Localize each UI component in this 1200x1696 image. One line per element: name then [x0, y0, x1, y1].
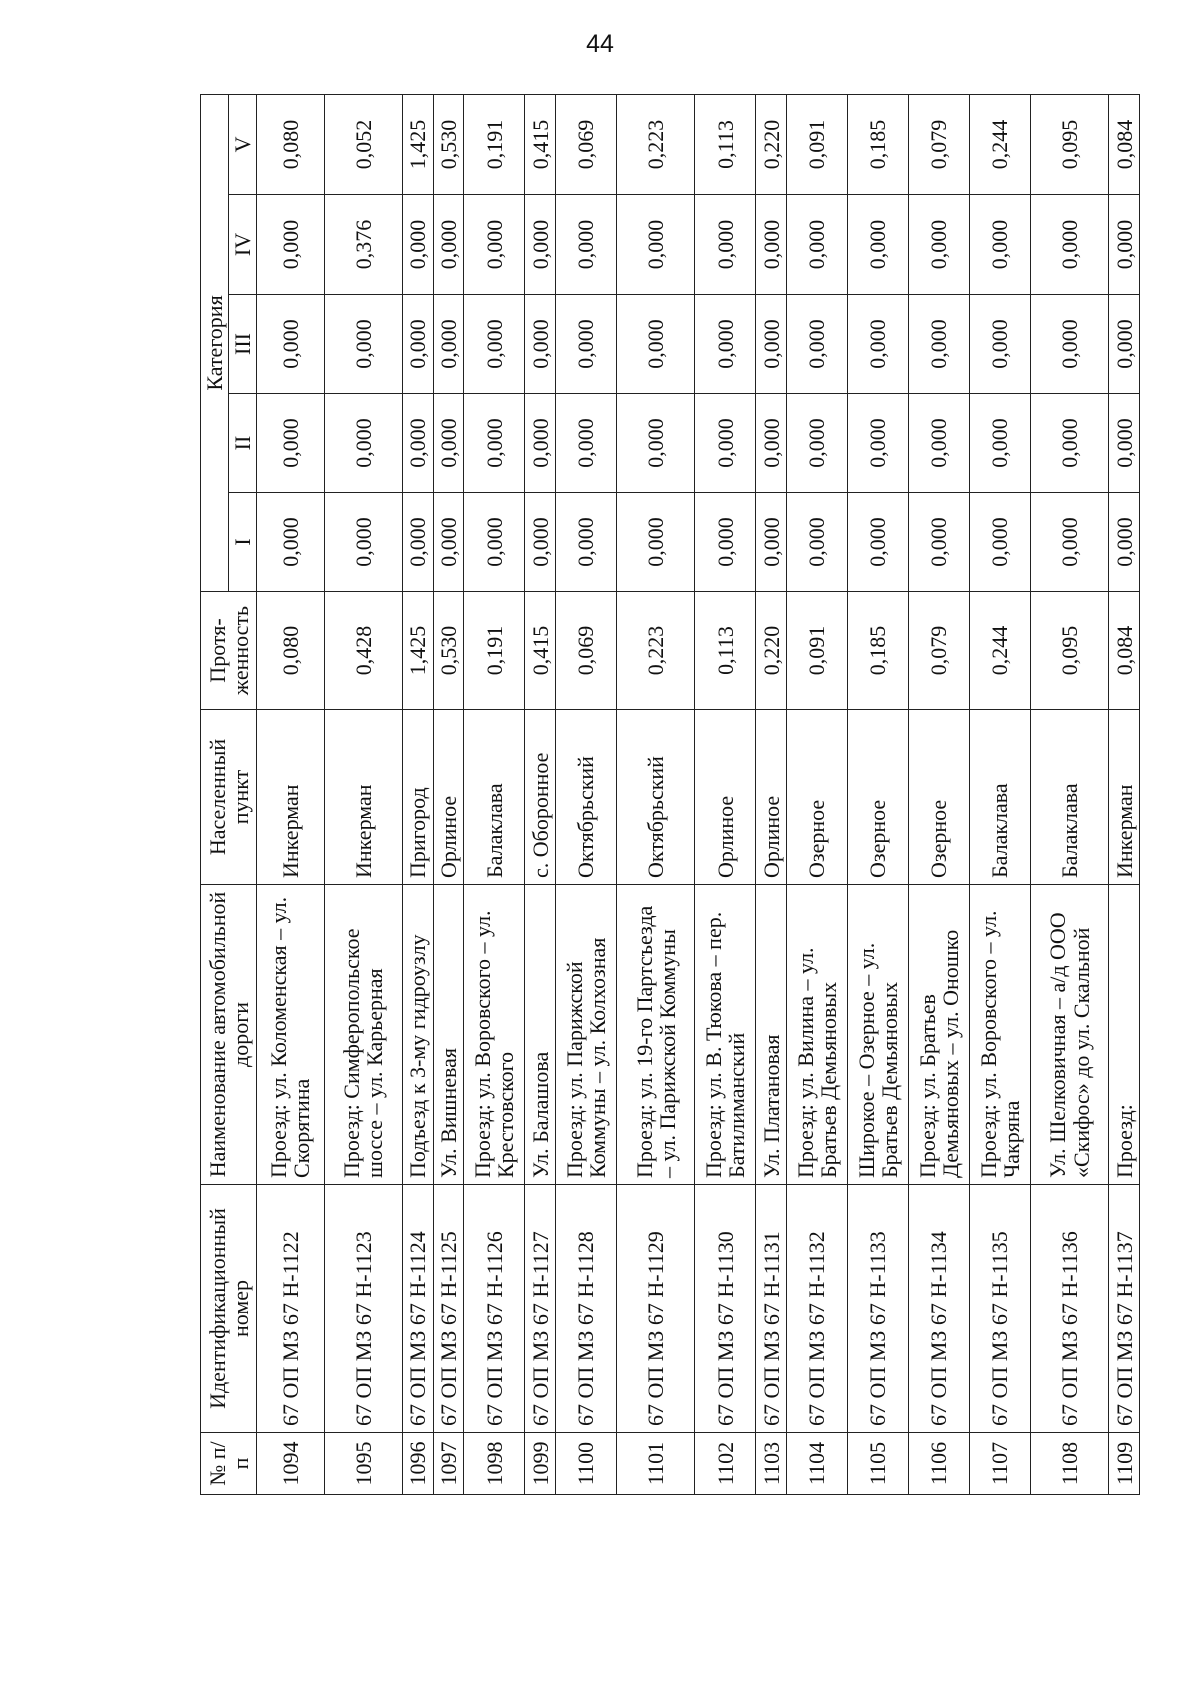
cell-id: 67 ОП МЗ 67 Н-1125 — [433, 1185, 464, 1433]
cell-cat-iii: 0,000 — [324, 295, 402, 394]
cell-cat-i: 0,000 — [433, 493, 464, 592]
cell-cat-i: 0,000 — [257, 493, 325, 592]
cell-cat-i: 0,000 — [908, 493, 969, 592]
cell-cat-v: 0,244 — [969, 94, 1030, 194]
cell-locality: Балаклава — [464, 710, 525, 885]
cell-cat-ii: 0,000 — [616, 394, 694, 493]
cell-cat-i: 0,000 — [403, 493, 434, 592]
header-num: № п/п — [201, 1433, 257, 1495]
cell-num: 1104 — [786, 1433, 847, 1495]
cell-cat-iii: 0,000 — [908, 295, 969, 394]
cell-id: 67 ОП МЗ 67 Н-1126 — [464, 1185, 525, 1433]
cell-cat-iii: 0,000 — [1109, 295, 1140, 394]
cell-locality: Балаклава — [969, 710, 1030, 885]
cell-name: Проезд: ул. Вилина – ул. Братьев Демьяновых — [786, 885, 847, 1185]
cell-name: Подъезд к 3-му гидроузлу — [403, 885, 434, 1185]
cell-cat-i: 0,000 — [847, 493, 908, 592]
cell-cat-ii: 0,000 — [257, 394, 325, 493]
cell-length: 0,244 — [969, 592, 1030, 710]
cell-cat-i: 0,000 — [525, 493, 556, 592]
cell-name: Ул. Шелковичная – а/д ООО «Скифос» до ул. Скальной — [1030, 885, 1108, 1185]
cell-cat-iv: 0,000 — [756, 195, 787, 295]
cell-id: 67 ОП МЗ 67 Н-1124 — [403, 1185, 434, 1433]
cell-locality: Октябрьский — [555, 710, 616, 885]
table-row — [464, 94, 525, 1494]
cell-length: 0,095 — [1030, 592, 1108, 710]
cell-cat-ii: 0,000 — [847, 394, 908, 493]
cell-cat-iii: 0,000 — [695, 295, 756, 394]
cell-cat-v: 0,091 — [786, 94, 847, 194]
cell-cat-v: 0,069 — [555, 94, 616, 194]
cell-cat-ii: 0,000 — [756, 394, 787, 493]
cell-cat-ii: 0,000 — [324, 394, 402, 493]
cell-cat-iv: 0,000 — [969, 195, 1030, 295]
cell-cat-ii: 0,000 — [555, 394, 616, 493]
cell-num: 1100 — [555, 1433, 616, 1495]
cell-length: 0,185 — [847, 592, 908, 710]
table-body — [257, 94, 1140, 1494]
cell-cat-iv: 0,000 — [403, 195, 434, 295]
cell-name: Проезд: Симферопольское шоссе – ул. Карьерная — [324, 885, 402, 1185]
rotated-table-container — [200, 95, 1140, 1495]
cell-locality: Орлиное — [433, 710, 464, 885]
cell-id: 67 ОП МЗ 67 Н-1132 — [786, 1185, 847, 1433]
cell-locality: Орлиное — [695, 710, 756, 885]
cell-cat-i: 0,000 — [695, 493, 756, 592]
cell-cat-i: 0,000 — [1109, 493, 1140, 592]
cell-length: 0,069 — [555, 592, 616, 710]
cell-cat-ii: 0,000 — [433, 394, 464, 493]
cell-num: 1099 — [525, 1433, 556, 1495]
cell-length: 0,079 — [908, 592, 969, 710]
table-row — [756, 94, 787, 1494]
table-row — [257, 94, 325, 1494]
cell-length: 0,220 — [756, 592, 787, 710]
cell-cat-ii: 0,000 — [525, 394, 556, 493]
cell-locality: Инкерман — [257, 710, 325, 885]
cell-cat-v: 0,185 — [847, 94, 908, 194]
cell-id: 67 ОП МЗ 67 Н-1135 — [969, 1185, 1030, 1433]
header-name: Наименование автомобильной дороги — [201, 885, 257, 1185]
table-row — [616, 94, 694, 1494]
cell-cat-ii: 0,000 — [969, 394, 1030, 493]
cell-name: Проезд: ул. Братьев Демьяновых – ул. Оношко — [908, 885, 969, 1185]
cell-cat-i: 0,000 — [786, 493, 847, 592]
cell-cat-iii: 0,000 — [1030, 295, 1108, 394]
header-category: Категория — [201, 94, 229, 591]
cell-cat-v: 0,223 — [616, 94, 694, 194]
cell-cat-ii: 0,000 — [908, 394, 969, 493]
cell-name: Ул. Балашова — [525, 885, 556, 1185]
table-row — [1030, 94, 1108, 1494]
cell-cat-iv: 0,376 — [324, 195, 402, 295]
cell-cat-v: 0,095 — [1030, 94, 1108, 194]
cell-length: 0,428 — [324, 592, 402, 710]
cell-locality: Орлиное — [756, 710, 787, 885]
cell-cat-ii: 0,000 — [464, 394, 525, 493]
header-id: Идентификационный номер — [201, 1185, 257, 1433]
cell-cat-v: 0,220 — [756, 94, 787, 194]
cell-num: 1097 — [433, 1433, 464, 1495]
cell-cat-iii: 0,000 — [969, 295, 1030, 394]
cell-name: Проезд: ул. В. Тюкова – пер. Батилиманский — [695, 885, 756, 1185]
header-cat-v: V — [229, 94, 257, 194]
table-row — [969, 94, 1030, 1494]
table-row — [847, 94, 908, 1494]
cell-num: 1106 — [908, 1433, 969, 1495]
cell-cat-iii: 0,000 — [433, 295, 464, 394]
cell-num: 1101 — [616, 1433, 694, 1495]
cell-length: 0,530 — [433, 592, 464, 710]
cell-cat-iv: 0,000 — [908, 195, 969, 295]
cell-cat-iv: 0,000 — [695, 195, 756, 295]
cell-length: 0,113 — [695, 592, 756, 710]
cell-length: 0,091 — [786, 592, 847, 710]
cell-name: Проезд: ул. Парижской Коммуны – ул. Колхозная — [555, 885, 616, 1185]
cell-id: 67 ОП МЗ 67 Н-1129 — [616, 1185, 694, 1433]
cell-num: 1105 — [847, 1433, 908, 1495]
cell-locality: Озерное — [908, 710, 969, 885]
header-cat-iv: IV — [229, 195, 257, 295]
header-cat-i: I — [229, 493, 257, 592]
cell-cat-i: 0,000 — [555, 493, 616, 592]
cell-id: 67 ОП МЗ 67 Н-1131 — [756, 1185, 787, 1433]
table-row — [324, 94, 402, 1494]
cell-id: 67 ОП МЗ 67 Н-1123 — [324, 1185, 402, 1433]
cell-cat-i: 0,000 — [616, 493, 694, 592]
cell-length: 0,080 — [257, 592, 325, 710]
table-row — [403, 94, 434, 1494]
table-row — [695, 94, 756, 1494]
cell-locality: Балаклава — [1030, 710, 1108, 885]
table-row — [433, 94, 464, 1494]
cell-locality: Озерное — [786, 710, 847, 885]
cell-name: Проезд: ул. Воровского – ул. Чакряна — [969, 885, 1030, 1185]
cell-num: 1103 — [756, 1433, 787, 1495]
cell-id: 67 ОП МЗ 67 Н-1137 — [1109, 1185, 1140, 1433]
cell-cat-iv: 0,000 — [786, 195, 847, 295]
header-locality: Населенный пункт — [201, 710, 257, 885]
table-row — [908, 94, 969, 1494]
cell-cat-iv: 0,000 — [464, 195, 525, 295]
cell-cat-iv: 0,000 — [847, 195, 908, 295]
cell-name: Проезд: ул. 19-го Партсъезда – ул. Парижской Коммуны — [616, 885, 694, 1185]
header-cat-iii: III — [229, 295, 257, 394]
cell-cat-iii: 0,000 — [616, 295, 694, 394]
cell-cat-v: 0,080 — [257, 94, 325, 194]
cell-length: 0,415 — [525, 592, 556, 710]
roads-table — [200, 94, 1140, 1495]
cell-cat-ii: 0,000 — [1109, 394, 1140, 493]
cell-cat-v: 0,113 — [695, 94, 756, 194]
header-cat-ii: II — [229, 394, 257, 493]
cell-name: Широкое – Озерное – ул. Братьев Демьяновых — [847, 885, 908, 1185]
cell-cat-v: 0,530 — [433, 94, 464, 194]
cell-num: 1095 — [324, 1433, 402, 1495]
table-row — [786, 94, 847, 1494]
cell-locality: Пригород — [403, 710, 434, 885]
cell-cat-v: 0,079 — [908, 94, 969, 194]
cell-length: 0,191 — [464, 592, 525, 710]
cell-cat-i: 0,000 — [464, 493, 525, 592]
cell-cat-iii: 0,000 — [403, 295, 434, 394]
cell-cat-i: 0,000 — [756, 493, 787, 592]
cell-cat-v: 0,415 — [525, 94, 556, 194]
cell-name: Проезд: ул. Коломенская – ул. Скорятина — [257, 885, 325, 1185]
cell-locality: Инкерман — [1109, 710, 1140, 885]
cell-cat-iv: 0,000 — [433, 195, 464, 295]
cell-locality: с. Оборонное — [525, 710, 556, 885]
cell-cat-iii: 0,000 — [257, 295, 325, 394]
table-row — [1109, 94, 1140, 1494]
cell-id: 67 ОП МЗ 67 Н-1136 — [1030, 1185, 1108, 1433]
cell-id: 67 ОП МЗ 67 Н-1127 — [525, 1185, 556, 1433]
cell-num: 1109 — [1109, 1433, 1140, 1495]
cell-cat-iii: 0,000 — [847, 295, 908, 394]
cell-cat-iii: 0,000 — [464, 295, 525, 394]
cell-cat-i: 0,000 — [324, 493, 402, 592]
cell-id: 67 ОП МЗ 67 Н-1134 — [908, 1185, 969, 1433]
table-row — [555, 94, 616, 1494]
cell-id: 67 ОП МЗ 67 Н-1122 — [257, 1185, 325, 1433]
cell-cat-iv: 0,000 — [616, 195, 694, 295]
cell-cat-v: 1,425 — [403, 94, 434, 194]
cell-cat-iv: 0,000 — [257, 195, 325, 295]
cell-cat-iv: 0,000 — [555, 195, 616, 295]
cell-length: 0,223 — [616, 592, 694, 710]
page-number: 44 — [586, 30, 614, 58]
cell-id: 67 ОП МЗ 67 Н-1133 — [847, 1185, 908, 1433]
cell-cat-v: 0,052 — [324, 94, 402, 194]
cell-locality: Инкерман — [324, 710, 402, 885]
cell-cat-iv: 0,000 — [1109, 195, 1140, 295]
cell-length: 0,084 — [1109, 592, 1140, 710]
cell-cat-ii: 0,000 — [786, 394, 847, 493]
cell-cat-v: 0,191 — [464, 94, 525, 194]
cell-cat-ii: 0,000 — [1030, 394, 1108, 493]
cell-cat-iii: 0,000 — [555, 295, 616, 394]
cell-name: Проезд: ул. Воровского – ул. Крестовского — [464, 885, 525, 1185]
cell-cat-iv: 0,000 — [1030, 195, 1108, 295]
cell-num: 1096 — [403, 1433, 434, 1495]
cell-name: Проезд: — [1109, 885, 1140, 1185]
cell-cat-iii: 0,000 — [525, 295, 556, 394]
cell-num: 1107 — [969, 1433, 1030, 1495]
cell-locality: Озерное — [847, 710, 908, 885]
cell-num: 1098 — [464, 1433, 525, 1495]
cell-num: 1102 — [695, 1433, 756, 1495]
cell-cat-iv: 0,000 — [525, 195, 556, 295]
cell-cat-v: 0,084 — [1109, 94, 1140, 194]
cell-id: 67 ОП МЗ 67 Н-1130 — [695, 1185, 756, 1433]
cell-cat-ii: 0,000 — [695, 394, 756, 493]
cell-locality: Октябрьский — [616, 710, 694, 885]
cell-cat-ii: 0,000 — [403, 394, 434, 493]
cell-cat-iii: 0,000 — [756, 295, 787, 394]
cell-num: 1094 — [257, 1433, 325, 1495]
table-row — [525, 94, 556, 1494]
header-length: Протя-женность — [201, 592, 257, 710]
cell-num: 1108 — [1030, 1433, 1108, 1495]
cell-cat-i: 0,000 — [1030, 493, 1108, 592]
cell-cat-iii: 0,000 — [786, 295, 847, 394]
cell-name: Ул. Платановая — [756, 885, 787, 1185]
cell-name: Ул. Вишневая — [433, 885, 464, 1185]
cell-length: 1,425 — [403, 592, 434, 710]
cell-id: 67 ОП МЗ 67 Н-1128 — [555, 1185, 616, 1433]
cell-cat-i: 0,000 — [969, 493, 1030, 592]
